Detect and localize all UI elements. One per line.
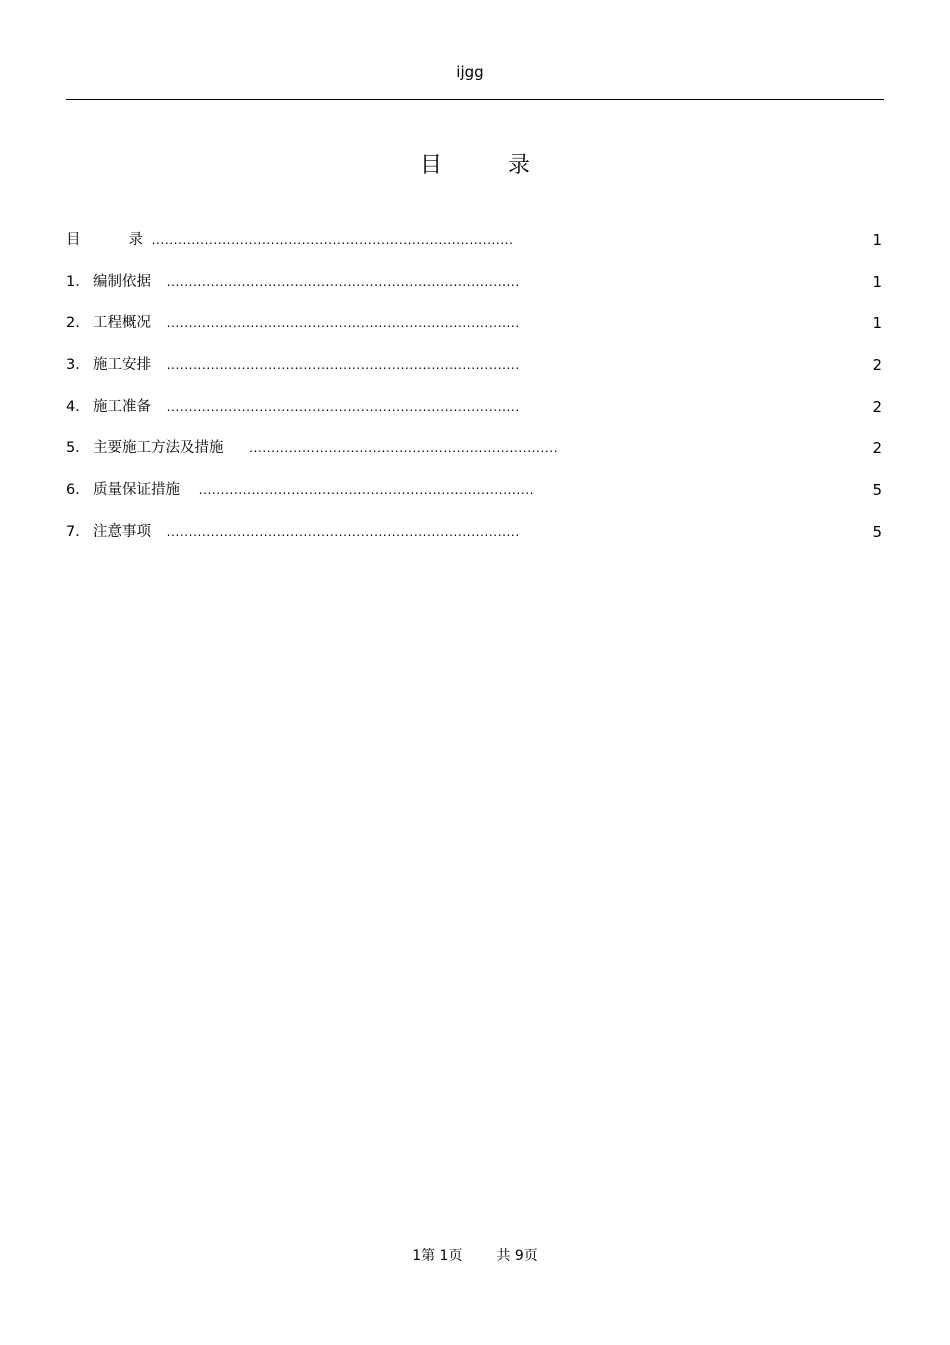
- toc-entry-6[interactable]: [66, 478, 884, 520]
- toc-entry-3[interactable]: [66, 353, 884, 395]
- toc-page-number: 5: [872, 481, 882, 500]
- toc-page-number: 5: [872, 522, 882, 541]
- toc-leader-dots: ................................................................................: [166, 316, 520, 331]
- title-char-1: 目: [419, 153, 442, 178]
- toc-leader-dots: ................................................................................: [166, 358, 520, 373]
- toc-entry-7[interactable]: [66, 520, 884, 562]
- toc-entry-label: 1． 编制依据: [66, 273, 151, 290]
- toc-leader-dots: ..................................................................................: [151, 233, 514, 247]
- toc-page-number: 2: [872, 356, 882, 375]
- toc-leader-dots: ................................................................................: [166, 399, 520, 414]
- toc-entry-5[interactable]: [66, 436, 884, 478]
- toc-leader-dots: ......................................................................: [249, 441, 559, 456]
- toc-page-number: 1: [872, 272, 882, 291]
- title-char-2: 录: [508, 153, 531, 178]
- toc-entry-4[interactable]: [66, 395, 884, 437]
- toc-entry-label: 3． 施工安排: [66, 357, 151, 374]
- toc-entry-label: 2． 工程概况: [66, 315, 151, 332]
- document-title: [0, 148, 950, 179]
- page-total: 共 9页: [496, 1248, 538, 1264]
- toc-entry-label: 6． 质量保证措施: [66, 482, 180, 499]
- page-footer: [0, 1245, 950, 1265]
- toc-entry-2[interactable]: [66, 311, 884, 353]
- toc-page-number: 1: [872, 314, 882, 333]
- toc-entry-label: 5． 主要施工方法及措施: [66, 440, 224, 457]
- toc-leader-dots: ............................................................................: [198, 483, 535, 498]
- toc-leader-dots: ................................................................................: [166, 274, 520, 289]
- toc-entry-label: 4． 施工准备: [66, 398, 151, 415]
- toc-page-number: 1: [872, 231, 882, 249]
- page-indicator: 1第 1页: [412, 1248, 463, 1264]
- page-header: ijgg: [456, 63, 484, 81]
- toc-entry-1[interactable]: [66, 270, 884, 312]
- toc-entry-label: 7． 注意事项: [66, 523, 151, 540]
- toc-leader-dots: ................................................................................: [166, 524, 520, 539]
- header-divider: [66, 99, 884, 100]
- toc-entry-contents[interactable]: [66, 228, 884, 270]
- toc-page-number: 2: [872, 397, 882, 416]
- table-of-contents: [66, 228, 884, 562]
- toc-entry-label: 目 录: [66, 232, 143, 248]
- toc-page-number: 2: [872, 439, 882, 458]
